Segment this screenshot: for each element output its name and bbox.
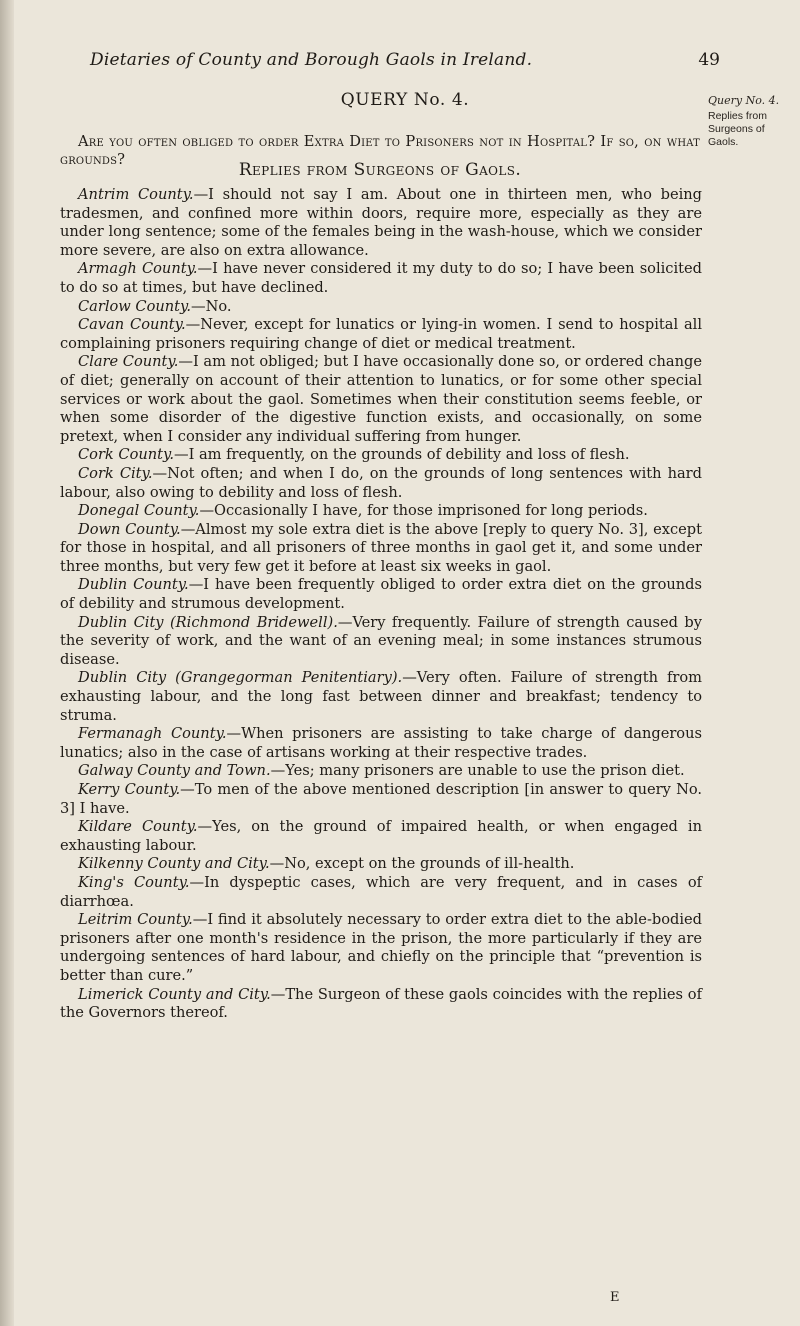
reply-place: Dublin City (Grangegorman Penitentiary). <box>78 669 403 687</box>
reply-entry <box>60 669 702 725</box>
reply-place: Cork City. <box>78 464 153 482</box>
replies-list <box>60 186 702 1023</box>
reply-entry <box>60 521 702 577</box>
reply-entry <box>60 911 702 985</box>
reply-entry <box>60 446 702 465</box>
reply-entry <box>60 260 702 297</box>
reply-place: Fermanagh County. <box>78 725 227 743</box>
reply-place: Kilkenny County and City. <box>78 855 270 873</box>
replies-title: Replies from Surgeons of Gaols. <box>238 160 522 180</box>
reply-text: —Almost my sole extra diet is the above [reply to query No. 3], except for those in hospital, and all prisoners of three months in gaol get it, and some under three months, but very few get it before at least six weeks in gaol. <box>60 520 702 575</box>
reply-place: Limerick County and City. <box>78 985 271 1003</box>
reply-place: King's County. <box>78 873 190 891</box>
margin-note-query: Query No. 4. <box>708 94 780 107</box>
reply-entry <box>60 874 702 911</box>
reply-text: —Not often; and when I do, on the grounds of long sentences with hard labour, also owing to debility and loss of flesh. <box>60 464 702 501</box>
reply-text: —I am not obliged; but I have occasionally done so, or ordered change of diet; generally on account of their attention to lunatics, or for some other special services or work about the gaol. Sometimes when their constitution seems feeble, or when some disorder of the digestive function exists, and occasionally, on some pretext, when I consider any individual suffering from hunger. <box>60 353 702 445</box>
reply-text: —Yes, on the ground of impaired health, or when engaged in exhausting labour. <box>60 818 702 854</box>
reply-place: Armagh County. <box>78 260 198 278</box>
query-heading: QUERY No. 4. <box>340 90 470 110</box>
reply-place: Donegal County. <box>78 502 200 520</box>
signature-mark: E <box>610 1290 621 1305</box>
reply-text: —Very often. Failure of strength from exhausting labour, and the long fast between dinner and breakfast; tendency to struma. <box>60 669 702 724</box>
reply-place: Kildare County. <box>78 818 198 836</box>
reply-entry <box>60 353 702 446</box>
reply-text: —I should not say I am. About one in thirteen men, who being tradesmen, and confined more within doors, require more, especially as they are under long sentence; some of the females being in the wash-house, which we consider more severe, are also on extra allowance. <box>60 186 702 259</box>
reply-entry <box>60 502 702 521</box>
reply-entry <box>60 725 702 762</box>
reply-place: Leitrim County. <box>78 911 193 929</box>
reply-place: Cork County. <box>78 446 174 464</box>
reply-text: —I have been frequently obliged to order extra diet on the grounds of debility and strumous development. <box>60 576 703 613</box>
reply-entry <box>60 465 702 502</box>
reply-entry <box>60 186 702 260</box>
reply-text: —I have never considered it my duty to do so; I have been solicited to do so at times, but have declined. <box>60 260 702 296</box>
reply-place: Down County. <box>78 520 181 538</box>
reply-place: Dublin City (Richmond Bridewell). <box>78 613 338 631</box>
margin-note <box>708 94 794 149</box>
reply-place: Galway County and Town. <box>78 762 271 780</box>
reply-place: Cavan County. <box>78 316 186 334</box>
reply-text: —Occasionally I have, for those imprisoned for long periods. <box>199 502 648 520</box>
reply-place: Antrim County. <box>78 186 194 203</box>
reply-text: —I find it absolutely necessary to order extra diet to the able-bodied prisoners after one month's residence in the prison, the more particularly if they are undergoing sentences of hard labour, and chiefly on the principle that “prevention is better than cure.” <box>60 911 702 984</box>
reply-entry <box>60 316 702 353</box>
reply-text: —No, except on the grounds of ill-health. <box>269 855 575 873</box>
reply-entry <box>60 614 702 670</box>
running-head-title: Dietaries of County and Borough Gaols in Ireland. <box>90 50 533 70</box>
reply-text: —No. <box>191 297 232 315</box>
reply-entry <box>60 576 702 613</box>
reply-entry <box>60 298 702 317</box>
reply-text: —To men of the above mentioned description [in answer to query No. 3] I have. <box>60 781 703 817</box>
reply-entry <box>60 781 702 818</box>
reply-place: Kerry County. <box>78 781 181 798</box>
margin-note-text: Replies from Surgeons of Gaols. <box>708 110 767 148</box>
reply-entry <box>60 818 702 855</box>
reply-text: —Never, except for lunatics or lying-in women. I send to hospital all complaining prisoners requiring change of diet or medical treatment. <box>60 316 702 352</box>
reply-place: Clare County. <box>78 353 179 371</box>
reply-text: —In dyspeptic cases, which are very frequent, and in cases of diarrhœa. <box>60 873 703 910</box>
reply-text: —I am frequently, on the grounds of debility and loss of flesh. <box>173 446 630 464</box>
reply-place: Carlow County. <box>78 297 191 315</box>
reply-text: —Yes; many prisoners are unable to use the prison diet. <box>270 762 685 780</box>
reply-text: —When prisoners are assisting to take charge of dangerous lunatics; also in the case of artisans working at their respective trades. <box>60 725 702 761</box>
page-number: 49 <box>698 50 720 70</box>
query-question: Are you often obliged to order Extra Diet to Prisoners not in Hospital? If so, on what grounds? <box>60 132 700 168</box>
binding-edge <box>0 0 14 1326</box>
reply-place: Dublin County. <box>78 576 189 594</box>
reply-text: —Very frequently. Failure of strength caused by the severity of work, and the want of an evening meal; in some instances strumous disease. <box>60 613 703 668</box>
reply-entry <box>60 855 702 874</box>
reply-entry <box>60 762 702 781</box>
reply-text: —The Surgeon of these gaols coincides with the replies of the Governors thereof. <box>60 985 702 1022</box>
reply-entry <box>60 986 702 1023</box>
